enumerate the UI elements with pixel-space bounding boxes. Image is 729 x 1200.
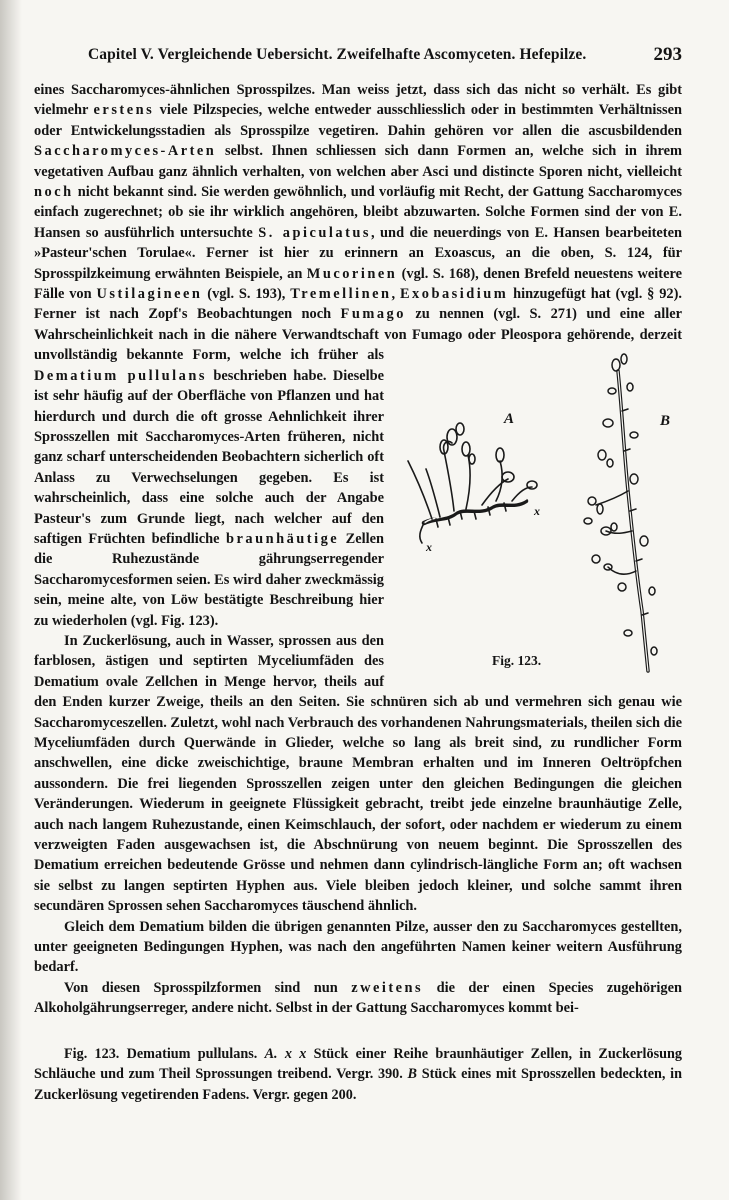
figure-caption (34, 1044, 682, 1105)
caption-run: Stück einer Reihe braunhäutiger Zellen, in Zuckerlösung Schläuche und zum Theil Sprossungen treibend. Vergr. 390. (34, 1046, 682, 1083)
spaced-emphasis: Ustilagineen (96, 286, 203, 303)
spaced-emphasis: noch (34, 184, 74, 201)
running-header (88, 44, 682, 68)
spaced-emphasis: Saccharomyces-Arten (34, 143, 217, 160)
spaced-emphasis: Tremellinen (290, 286, 392, 303)
figure-label-a: A (504, 411, 515, 428)
text-run: viele Pilzspecies, welche entweder ausschliesslich oder in bestimmten Verhältnissen oder Entwickelungsstadien als Sprosspilze vegetiren. Dahin gehören vor allen die ascusbildenden (34, 102, 682, 139)
text-run: (vgl. S. 193), (202, 286, 291, 303)
caption-italic: B (407, 1066, 418, 1083)
caption-text (34, 1044, 682, 1105)
running-title: Capitel V. Vergleichende Uebersicht. Zweifelhafte Ascomyceten. Hefepilze. (88, 46, 587, 63)
spaced-emphasis: Mucorinen (306, 265, 398, 282)
text-run: beschrieben habe. Dieselbe ist sehr häufig auf der Oberfläche von Pflanzen und hat hierdurch und durch die oft grosse Aehnlichkeit ihrer Sprosszellen mit Saccharomyces-Arten früheren, nicht ganz scharf unterscheidenden Beobachtern sicherlich oft Anlass zu Verwechselungen gegeben. Es ist wahrscheinlich, dass eine solche auch der Angabe Pasteur's zum Grunde liegt, nach welcher auf den saftigen Früchten befindliche (34, 367, 384, 547)
paragraph-3: Gleich dem Dematium bilden die übrigen genannten Pilze, ausser den zu Saccharomyces gestellten, unter geeigneten Bedingungen Hyphen, was nach den angeführten Namen keiner weitern Ausführung bedarf. (34, 918, 682, 976)
caption-run: Fig. 123. Dematium pullulans. (64, 1046, 265, 1062)
page-number: 293 (653, 44, 682, 65)
figure-a-drawing (408, 423, 537, 543)
figure-label-x1: x (426, 540, 432, 555)
spaced-emphasis: Fumago (340, 306, 406, 323)
text-run: Von diesen Sprosspilzformen sind nun (64, 979, 352, 996)
spaced-emphasis: erstens (93, 102, 155, 119)
spaced-emphasis: braunhäutige (226, 530, 340, 547)
text-run: hinzugefügt hat (vgl. § 92). Ferner ist nach Zopf's Beobachtungen noch (34, 286, 682, 323)
spaced-emphasis: zweitens (351, 979, 424, 996)
figure-b-drawing (584, 354, 657, 671)
figure-label-x2: x (534, 504, 540, 519)
spaced-emphasis: Dematium pullulans (34, 367, 207, 384)
caption-run: Stück eines mit Sprosszellen bedeckten, in Zuckerlösung vegetirenden Fadens. Vergr. gegen 200. (34, 1066, 682, 1103)
text-run: nicht bekannt sind. Sie werden gewöhnlich, und vorläufig mit Recht, der Gattung Saccharomyces einfach zugerechnet; ob sie ihr wirklich angehören, bleibt abzuwarten. Solche Formen sind der von E. Hansen so ausführlich untersuchte (34, 184, 682, 241)
figure-label-b: B (660, 413, 671, 430)
text-run: die der einen Species zugehörigen Alkoholgährungserreger, andere nicht. Selbst in der Gattung Saccharomyces kommt bei- (34, 979, 682, 1017)
paragraph-1 (34, 80, 683, 669)
caption-italic: A. x x (264, 1046, 307, 1062)
page-edge-shadow (0, 0, 22, 1200)
body-text (34, 80, 682, 1019)
text-run: eines Saccharomyces-ähnlichen Sprosspilzes. Man weiss jetzt, dass sich das nicht so verhält. Es gibt vielmehr (34, 82, 682, 119)
text-run: zu nennen (vgl. S. 271) und eine aller Wahrscheinlichkeit nach in die nähere Verwandtschaft von Fumago oder Pleospora gehörende, derzeit unvollständig bekannte Form, welche ich früher als (34, 306, 682, 364)
spaced-emphasis: S. apiculatus (258, 224, 371, 241)
text-run: selbst. Ihnen schliessen sich dann Formen an, welche sich in ihrem vegetativen Aufbau ganz ähnlich verhalten, von welchen aber Asci und distincte Sporen nicht, vielleicht (34, 143, 682, 180)
text-run: (vgl. S. 168), denen Brefeld neuestens weitere Fälle von (34, 265, 683, 303)
text-run: , (391, 286, 400, 303)
paragraph-4 (34, 978, 682, 1019)
paragraph-2: In Zuckerlösung, auch in Wasser, sprossen aus den farblosen, ästigen und septirten Myceliumfäden des Dematium ovale Zellchen in Menge hervor, theils auf den Enden kurzer Zweige, theils an den Seiten. Sie schnüren sich ab und vermehren sich genau wie Saccharomyceszellen. Zuletzt, wohl nach Verbrauch des vorhandenen Nahrungsmaterials, theilen sich die Myceliumfäden durch Querwände in Glieder, welche so lang als breit sind, zu rundlicher Form anschwellen, eine dicke zweischichtige, braune Membran erhalten und im Inneren Oeltröpfchen aussondern. Die frei liegenden Sprosszellen zeigen unter den gleichen Bedingungen die gleichen Veränderungen. Wiederum in geeignete Flüssigkeit gebracht, treibt jede einzelne braunhäutige Zelle, auch nach langem Ruhezustande, einen Keimschlauch, der sofort, oder nachdem er wiederum zu einem verzweigten Faden ausgewachsen ist, die Abschnürung von neuem beginnt. Die Sprosszellen des Dematium erreichen bedeutende Grösse und nehmen dann cylindrisch-längliche Form an; oft wachsen sie selbst zu langen septirten Hyphen aus. Viele bleiben jedoch kleiner, und solche sammt ihren secundären Sprossen sehen Saccharomyces täuschend ähnlich. (34, 632, 682, 915)
figure-number: Fig. 123. (492, 653, 542, 669)
figure-123 (396, 351, 682, 691)
spaced-emphasis: Exobasidium (399, 286, 509, 303)
text-run: Zellen die Ruhezustände gährungserregender Saccharomycesformen seien. Es wird daher zweckmässig sein, meine alte, von Löw bestätigte Beschreibung hier zu wiederholen (vgl. Fig. 123). (34, 530, 384, 629)
text-run: , und die neuerdings von E. Hansen bearbeiteten »Pasteur'schen Torulae«. Ferner ist hier zu erinnern an Exoascus, an die oben, S. 124, für Sprosspilzkeimung erwähnten Beispiele, an (34, 224, 682, 282)
